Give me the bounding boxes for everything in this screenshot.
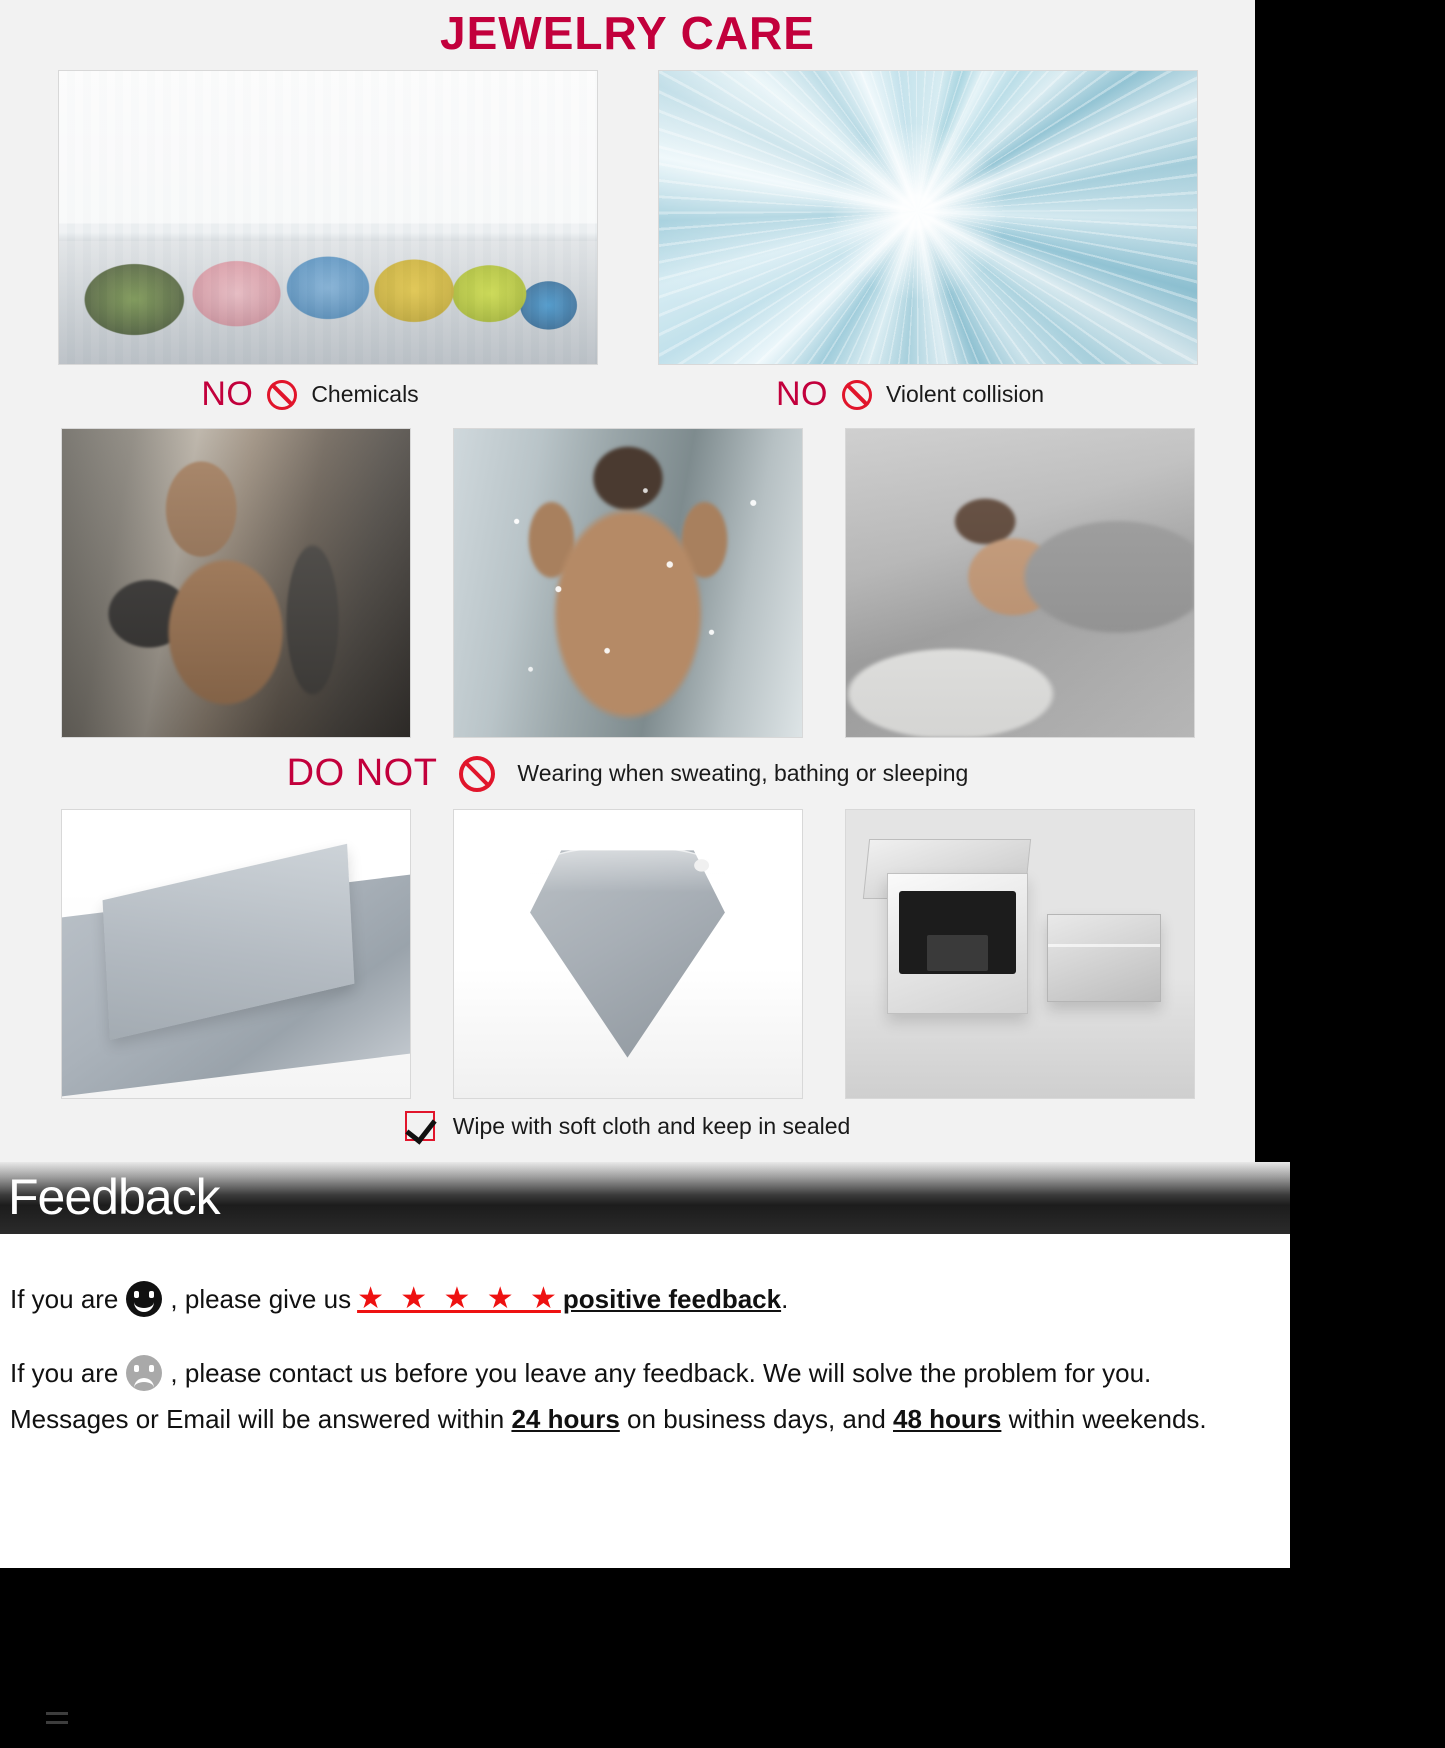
- broken-glass-photo: [658, 70, 1198, 365]
- feedback-text-before-face: If you are: [10, 1357, 119, 1388]
- caption-prefix: NO: [775, 375, 828, 413]
- positive-feedback-emphasis: positive feedback: [562, 1284, 782, 1315]
- page-bottom-area: [0, 1568, 1445, 1748]
- chemicals-photo: [58, 70, 598, 365]
- response-time-end: within weekends.: [1008, 1403, 1207, 1434]
- feedback-body: [0, 1234, 1290, 1439]
- response-time-start: Messages or Email will be answered within: [10, 1403, 505, 1434]
- star-rating: ★ ★ ★ ★ ★: [357, 1282, 561, 1315]
- prohibition-icon: [842, 380, 872, 410]
- caption-text: Violent collision: [885, 381, 1045, 407]
- response-time-weekend: 48 hours: [893, 1403, 1002, 1434]
- caption-text: Wearing when sweating, bathing or sleeping: [517, 760, 969, 786]
- feedback-title: Feedback: [8, 1168, 220, 1225]
- caption-text: Wipe with soft cloth and keep in sealed: [452, 1112, 851, 1139]
- caption-text: Chemicals: [311, 381, 419, 407]
- feedback-line-negative: [10, 1353, 1280, 1393]
- sweating-photo: [61, 428, 411, 738]
- jewelry-box-photo: [845, 809, 1195, 1099]
- feedback-bottom-strip: [0, 1542, 1290, 1568]
- care-row-2-images: [0, 428, 1255, 738]
- caption-no-violent-collision: [640, 375, 1180, 414]
- smiley-sad-icon: [126, 1355, 162, 1391]
- smiley-happy-icon: [126, 1281, 162, 1317]
- care-row-1-images: [0, 70, 1255, 365]
- feedback-section: [0, 1162, 1290, 1542]
- caption-no-chemicals: [40, 375, 580, 414]
- bottom-dash-marks: [46, 1712, 86, 1732]
- polishing-cloth-photo: [61, 809, 411, 1099]
- caption-wipe-and-store: [0, 1111, 1255, 1141]
- checkbox-checked-icon: [405, 1111, 435, 1141]
- care-row-1-captions: [0, 365, 1255, 428]
- feedback-line-positive: [10, 1276, 1280, 1323]
- caption-do-not-wear: [0, 752, 1255, 795]
- feedback-text-after-face: , please contact us before you leave any feedback. We will solve the problem for you.: [170, 1357, 1152, 1388]
- prohibition-icon: [459, 756, 495, 792]
- velvet-pouch-photo: [453, 809, 803, 1099]
- prohibition-icon: [267, 380, 297, 410]
- page-title: JEWELRY CARE: [440, 7, 815, 59]
- caption-prefix: NO: [201, 375, 254, 413]
- caption-prefix: DO NOT: [286, 752, 438, 794]
- feedback-line-response-time: [10, 1399, 1280, 1439]
- sleeping-photo: [845, 428, 1195, 738]
- care-row-3-images: [0, 809, 1255, 1099]
- feedback-text-before-face: If you are: [10, 1284, 119, 1315]
- feedback-text-after-face: , please give us: [170, 1284, 352, 1315]
- feedback-header: [0, 1162, 1290, 1234]
- bathing-photo: [453, 428, 803, 738]
- response-time-middle: on business days, and: [627, 1403, 886, 1434]
- response-time-business: 24 hours: [511, 1403, 620, 1434]
- feedback-line-period: .: [781, 1284, 789, 1315]
